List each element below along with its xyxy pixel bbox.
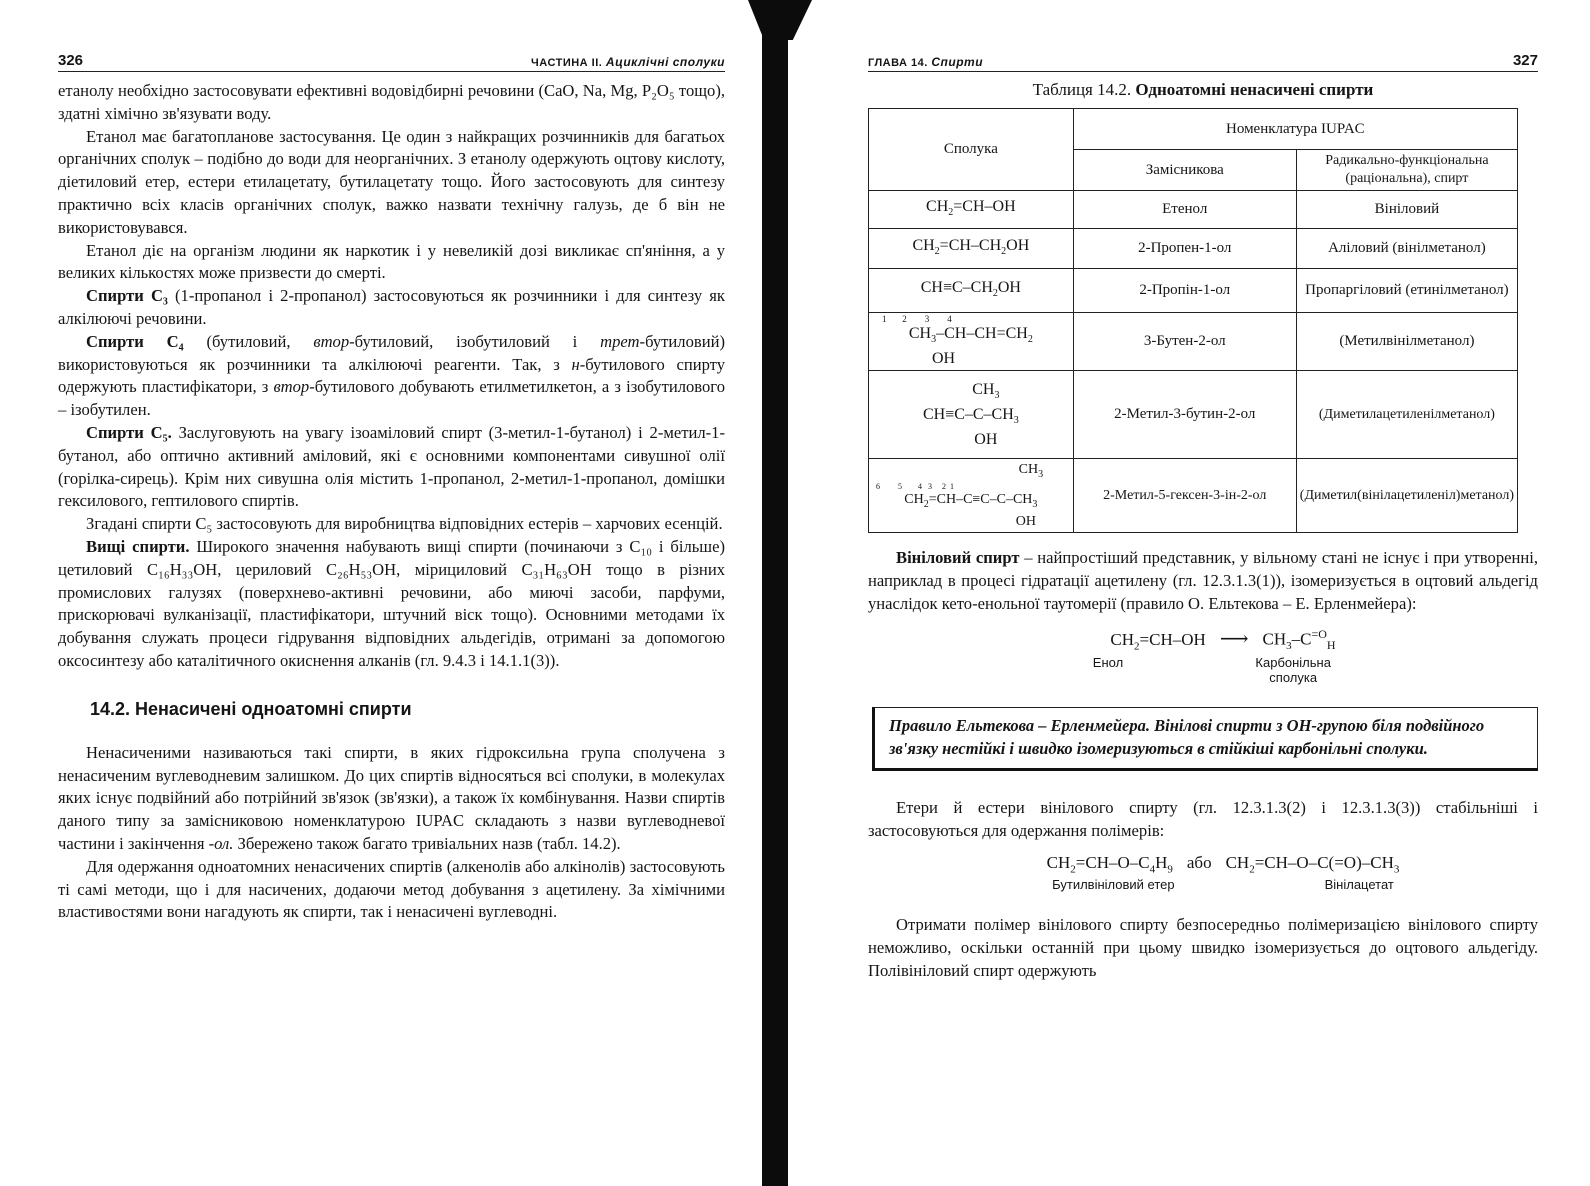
arrow-icon: ⟶	[1219, 627, 1249, 650]
page-number-left: 326	[58, 52, 84, 69]
table-cell-formula: $CH_2=CH-CH_2OH$	[869, 229, 1074, 269]
paragraph: Ненасиченими називаються такі спирти, в яких гідроксильна група сполучена з ненасиченим вуглеводневим залишком. До цих спиртів відносяться всі сполуки, в молекулах яких існує подвійний або потрійний зв'язок (зв'язки), а також їх комбінування. Назви спиртів даного типу за замісниковою номенклатурою IUPAC складають з назви вуглеводневої частини і закінчення -ол. Збережено також багато тривіальних назв (табл. 14.2).	[58, 742, 725, 853]
paragraph: Для одержання одноатомних ненасичених спиртів (алкенолів або алкінолів) застосовують ті самі методи, що і для насичених, додаючи метод добування з ацетилену. За хімічними властивостями вони нагадують як спирти, так і ненасичені вуглеводні.	[58, 856, 725, 922]
left-page	[0, 0, 765, 1186]
table-cell-formula: $CH\equiv C-CH_2OH$	[869, 269, 1074, 313]
enol-formula: $CH_2=CH-OH$	[1110, 629, 1206, 652]
enol-label: Енол	[1092, 654, 1124, 670]
section-title: 14.2. Ненасичені одноатомні спирти	[90, 698, 412, 719]
equation-esters	[908, 853, 1538, 892]
table-caption: Таблиця 14.2. Одноатомні ненасичені спирти	[1032, 80, 1374, 99]
header-compound: Сполука	[869, 109, 1074, 191]
table-cell: 2-Пропін-1-ол	[1073, 269, 1296, 313]
header-iupac: Номенклатура IUPAC	[1073, 109, 1517, 150]
paragraph: Спирти C₅. Заслуговують на увагу ізоаміловий спирт (3-метил-1-бутанол) і 2-метил-1-бутанол, або оптично активний аміловий, які є основними компонентами сивушної олії (горілка-сирець). Крім них сивушна олія містить 1-пропанол, 2-метил-1-пропанол, домішки гексилового, гептилового спиртів.	[58, 422, 725, 511]
paragraph: Етери й естери вінілового спирту (гл. 12.3.1.3(2) і 12.3.1.3(3)) стабільніші і застосовуються для одержання полімерів:	[868, 797, 1538, 840]
table-cell: Вініловий	[1296, 191, 1517, 229]
running-head-left: ЧАСТИНА ІІ. Ациклічні сполуки	[531, 55, 725, 69]
butyl-vinyl-ether-formula: $CH_2=CH-O-C_4H_9$	[1046, 852, 1173, 875]
paragraph: Спирти C₄ (бутиловий, втор-бутиловий, ізобутиловий і трет-бутиловий) використовуються як розчинники та алкілюючі реагенти. Так, з н-бутилового спирту одержують пластифікатори, з втор-бутилового добувають етилметилкетон, а з ізобутилового – ізобутилен.	[58, 331, 726, 420]
paragraph: Спирти C₃ (1-пропанол і 2-пропанол) застосовуються як розчинники і для синтезу як алкілюючі речовини.	[58, 286, 725, 328]
table-cell-formula: $CH_3$ $CH\equiv C-C-CH_3$ OH	[869, 371, 1074, 459]
page-number-right: 327	[1512, 52, 1538, 69]
table-cell: (Метилвінілметанол)	[1296, 313, 1517, 371]
butyl-vinyl-ether-label: Бутилвініловий етер	[1052, 876, 1175, 892]
alcohols-table	[868, 108, 1518, 533]
table-cell: 3-Бутен-2-ол	[1073, 313, 1296, 371]
equation-tautomerism	[908, 626, 1538, 685]
header-substitutive: Замісникова	[1073, 150, 1296, 191]
header-radical: Радикально-функціональна (раціональна), спирт	[1296, 150, 1517, 191]
right-page	[822, 0, 1590, 1186]
table-cell-formula: 1 2 3 4 $CH_3-CH-CH=CH_2$ OH	[869, 313, 1074, 371]
paragraph: Вищі спирти. Широкого значення набувають вищі спирти (починаючи з C₁₀ і більше) цетиловий C₁₆H₃₃OH, цериловий C₂₆H₅₃OH, мірициловий C₃₁H₆₃OH тощо в різних промислових галузях (поверхнево-активні речовини, або миючі засоби, парфуми, прискорювачі вулканізації, пластифікатори, штучний віск тощо). Основними методами їх добування служать процеси гідрування відповідних альдегідів, отримані за допомогою оксосинтезу або каталітичного окиснення алканів (гл. 9.4.3 і 14.1.1(3)).	[58, 536, 725, 670]
table-cell: 2-Пропен-1-ол	[1073, 229, 1296, 269]
table-cell: 2-Метил-5-гексен-3-ін-2-ол	[1073, 459, 1296, 533]
left-page-header	[58, 52, 725, 72]
running-head-right: ГЛАВА 14. Спирти	[868, 55, 984, 69]
paragraph: Етанол діє на організм людини як наркотик і у невеликій дозі викликає сп'яніння, а у великих кількостях може призвести до смерті.	[58, 240, 725, 283]
paragraph: етанолу необхідно застосовувати ефективні водовідбирні речовини (CaO, Na, Mg, P₂O₅ тощо), здатні хімічно зв'язувати воду.	[58, 81, 725, 123]
table-cell: Пропаргіловий (етинілметанол)	[1296, 269, 1517, 313]
carbonyl-formula: $CH_3-C^{=O}_H$	[1262, 626, 1336, 652]
table-cell: (Диметил(вінілацетиленіл)метанол)	[1296, 459, 1517, 533]
paragraph: Етанол має багатопланове застосування. Це один з найкращих розчинників для багатьох органічних сполук – подібно до води для неорганічних. З етанолу одержують оцтову кислоту, діетиловий етер, естери етилацетату, бутилацетату тощо. Його застосовують для синтезу практично всіх класів органічних сполук, важко назвати технічну галузь, де б він не використовувався.	[58, 126, 725, 237]
rule-box: Правило Ельтекова – Ерленмейера. Вінілові спирти з OH-групою біля подвійного зв'язку нестійкі і швидко ізомеризуються в стійкіші карбонільні сполуки.	[872, 707, 1538, 771]
table-cell-formula: $CH_2=CH-OH$	[869, 191, 1074, 229]
vinyl-acetate-formula: $CH_2=CH-O-C(=O)-CH_3$	[1225, 852, 1400, 875]
table-cell-formula: $CH_3$ 6 5 4 3 2 1 $CH_2=CH-C\equiv C-C-CH_3$ OH	[869, 459, 1074, 533]
or-text: або	[1186, 852, 1212, 872]
vinyl-acetate-label: Вінілацетат	[1324, 876, 1394, 892]
table-cell: Етенол	[1073, 191, 1296, 229]
table-cell: Аліловий (вінілметанол)	[1296, 229, 1517, 269]
right-page-header	[868, 52, 1538, 72]
table-cell: (Диметилацетиленілметанол)	[1296, 371, 1517, 459]
paragraph: Вініловий спирт – найпростіший представник, у вільному стані не існує і при утворенні, наприклад в процесі гідратації ацетилену (гл. 12.3.1.3(1)), ізомеризується в оцтовий альдегід унаслідок кето-енольної таутомерії (правило О. Ельтекова – Е. Ерленмейера):	[868, 548, 1538, 613]
paragraph: Згадані спирти C₅ застосовують для виробництва відповідних естерів – харчових есенцій.	[86, 514, 723, 534]
carbonyl-label: Карбонільна сполука	[1255, 654, 1331, 685]
paragraph: Отримати полімер вінілового спирту безпосередньо полімеризацією вінілового спирту неможливо, оскільки останній при цьому швидко ізомеризується до оцтового альдегіду. Полівініловий спирт одержують	[868, 914, 1538, 980]
table-cell: 2-Метил-3-бутин-2-ол	[1073, 371, 1296, 459]
